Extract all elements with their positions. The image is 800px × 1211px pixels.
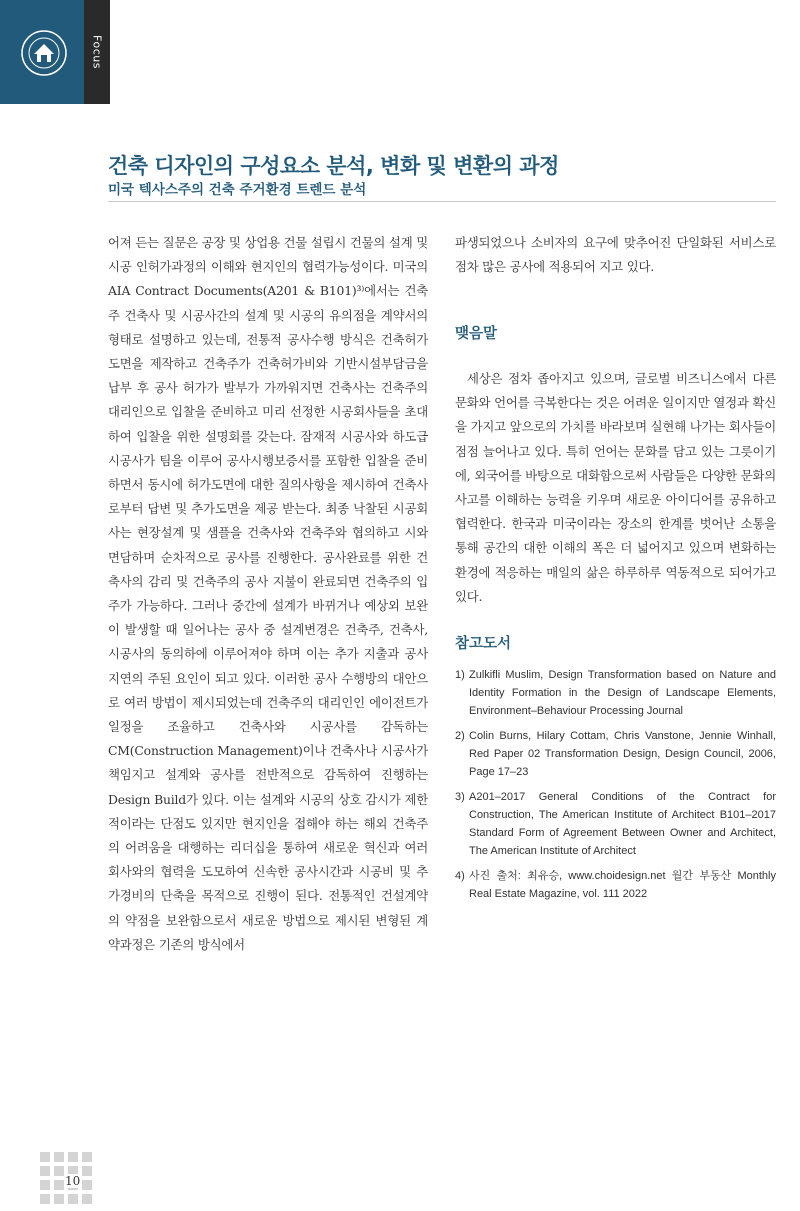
header-color-block: [0, 0, 84, 104]
association-logo: [20, 29, 68, 77]
body-paragraph: 어져 든는 질문은 공장 및 상업용 건물 설립시 건물의 설계 및 시공 인허가과정의 이해와 현지인의 협력가능성이다. 미국의 AIA Contract Documents(A201 & B101)³⁾에서는 건축주 건축사 및 시공사간의 설계 및 시공의 유의점을 계약서의 형태로 설명하고 있는데, 전통적 공사수행 방식은 건축허가도면을 제작하고 건축주가 건축허가비와 기반시설부담금을 납부 후 공사 허가가 발부가 가까워지면 건축사는 건축주의 대리인으로 입찰을 준비하고 미리 선정한 시공회사들을 초대하여 입찰을 위한 설명회를 갖는다. 잠재적 시공사와 하도급시공사가 팀을 이루어 공사시행보증서를 포함한 입찰을 준비하면서 동시에 허가도면에 대한 질의사항을 제시하여 건축사로부터 답변 및 추가도면을 제공 받는다. 최종 낙찰된 시공회사는 현장설계 및 샘플을 건축사와 건축주와 협의하고 시와 면담하며 순차적으로 공사를 진행한다. 공사완료를 위한 건축사의 감리 및 건축주의 공사 지불이 완료되면 건축주의 입주가 가능하다. 그러나 중간에 설계가 바뀌거나 예상외 보완이 발생할 때 일어나는 공사 중 설계변경은 건축주, 건축사, 시공사의 동의하에 이루어져야 하며 이는 추가 지출과 공사 지연의 주된 요인이 되고 있다. 이러한 공사 수행방의 대안으로 여러 방법이 제시되었는데 건축주의 대리인인 에이전트가 일정을 조율하고 건축사와 시공사를 감독하는 CM(Construction Management)이나 건축사나 시공사가 책임지고 설계와 공사를 전반적으로 감독하여 진행하는 Design Build가 있다. 이는 설계와 시공의 상호 감시가 제한적이라는 단점도 있지만 현지인을 접해야 하는 해외 건축주의 어려움을 대행하는 리더십을 통하여 새로운 혁신과 여러 회사와의 협력을 도모하여 신속한 공사시간과 시공비 및 추가경비의 단축을 목적으로 진행이 된다. 전통적인 건설계약의 약점을 보완함으로서 새로운 방법으로 제시된 변형된 계약과정은 기존의 방식에서: [108, 235, 428, 952]
page-number: 10: [65, 1174, 81, 1188]
reference-item: [455, 666, 776, 720]
reference-item: [455, 788, 776, 860]
conclusion-paragraph: 세상은 점차 좁아지고 있으며, 글로벌 비즈니스에서 다른 문화와 언어를 극복한다는 것은 어려운 일이지만 열정과 확신을 가지고 앞으로의 가치를 바라보며 실현해 나가는 회사들이 점점 늘어나고 있다. 특히 언어는 문화를 담고 있는 그릇이기에, 외국어를 바탕으로 대화함으로써 사람들은 다양한 문화의 사고를 이해하는 능력을 키우며 새로운 아이디어를 공유하고 협력한다. 한국과 미국이라는 장소의 한계를 벗어난 소통을 통해 공간의 대한 이해의 폭은 더 넓어지고 있으며 변화하는 환경에 적응하는 매일의 삶은 하루하루 역동적으로 되어가고 있다.: [455, 371, 776, 604]
left-column: [108, 231, 428, 957]
reference-number: 3): [455, 791, 465, 803]
references-list: [455, 666, 776, 910]
reference-number: 1): [455, 669, 465, 681]
article-subtitle: 미국 텍사스주의 건축 주거환경 트렌드 분석: [108, 182, 367, 198]
article-title: 건축 디자인의 구성요소 분석, 변화 및 변환의 과정: [108, 154, 559, 178]
references-heading: 참고도서: [455, 636, 512, 652]
conclusion-block: [455, 367, 776, 609]
conclusion-heading: 맺음말: [455, 326, 498, 342]
section-label: Focus: [90, 35, 104, 69]
section-tab: [84, 0, 110, 104]
right-column-continuation: [455, 231, 776, 279]
reference-text: Zulkifli Muslim, Design Transformation based on Nature and Identity Formation in the Design of Landscape Elements, Environment–Behaviour Processing Journal: [469, 669, 776, 717]
reference-number: 4): [455, 870, 465, 882]
reference-text: A201–2017 General Conditions of the Contract for Construction, The American Institute of Architect B101–2017 Standard Form of Agreement Between Owner and Architect, The American Institute of Architect: [469, 791, 776, 857]
continuation-paragraph: 파생되었으나 소비자의 요구에 맞추어진 단일화된 서비스로 점차 많은 공사에 적용되어 지고 있다.: [455, 235, 776, 275]
reference-number: 2): [455, 730, 465, 742]
title-divider: [108, 201, 776, 202]
reference-item: [455, 727, 776, 781]
reference-text: Colin Burns, Hilary Cottam, Chris Vanstone, Jennie Winhall, Red Paper 02 Transformation Design, Design Council, 2006, Page 17–23: [469, 730, 776, 778]
reference-text: 사진 출처: 최유승, www.choidesign.net 월간 부동산 Monthly Real Estate Magazine, vol. 111 2022: [469, 870, 776, 900]
reference-item: [455, 867, 776, 903]
